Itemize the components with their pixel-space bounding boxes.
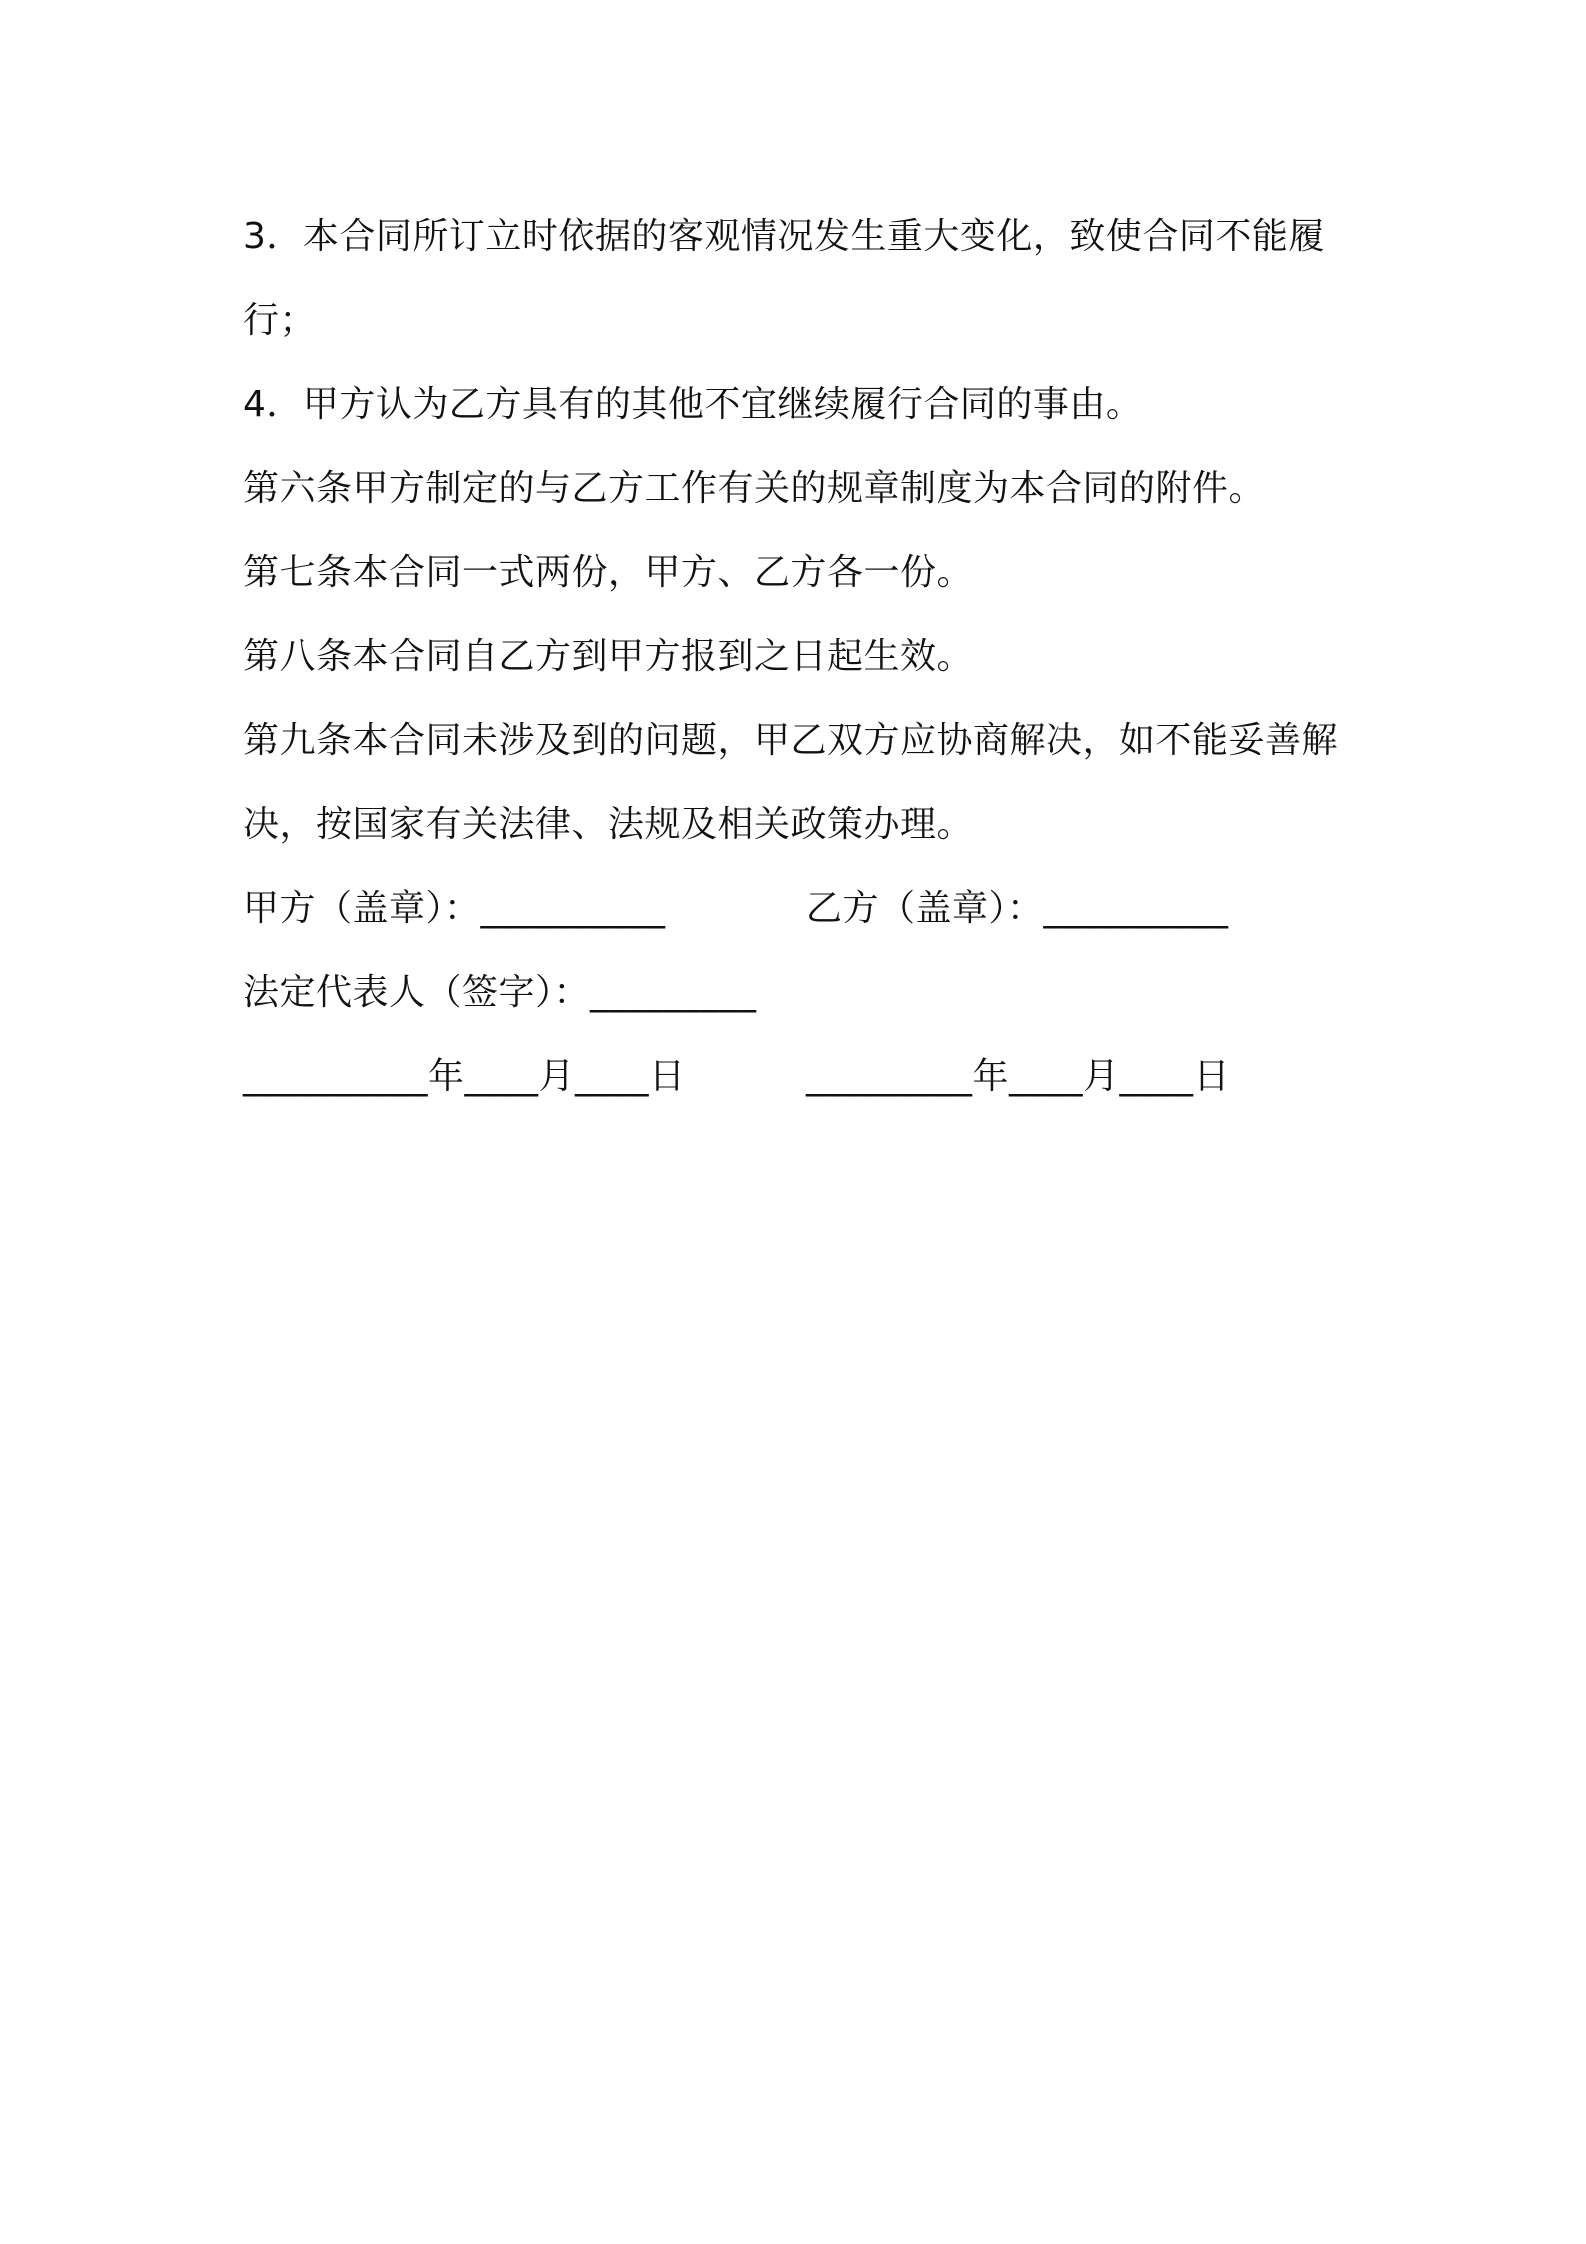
date-row xyxy=(243,1035,1353,1119)
seal-row xyxy=(243,867,1353,951)
article-7: 第七条本合同一式两份，甲方、乙方各一份。 xyxy=(243,552,974,593)
party-a-date-field: __________年____月____日 xyxy=(243,1056,686,1097)
clause-item-3: 3．本合同所订立时依据的客观情况发生重大变化，致使合同不能履行； xyxy=(243,216,1325,341)
article-9: 第九条本合同未涉及到的问题，甲乙双方应协商解决，如不能妥善解决，按国家有关法律、法规及相关政策办理。 xyxy=(243,720,1339,845)
clause-item-4: 4．甲方认为乙方具有的其他不宜继续履行合同的事由。 xyxy=(243,384,1143,425)
article-8: 第八条本合同自乙方到甲方报到之日起生效。 xyxy=(243,636,974,677)
article-6: 第六条甲方制定的与乙方工作有关的规章制度为本合同的附件。 xyxy=(243,468,1266,509)
document-body xyxy=(243,195,1353,1119)
legal-rep-row xyxy=(243,951,1353,1035)
party-b-date-field: _________年____月____日 xyxy=(806,1056,1230,1097)
party-a-seal-field: 甲方（盖章）：__________ xyxy=(243,888,666,929)
legal-rep-signature-field: 法定代表人（签字）：_________ xyxy=(243,972,757,1013)
party-b-seal-field: 乙方（盖章）：__________ xyxy=(806,888,1229,929)
